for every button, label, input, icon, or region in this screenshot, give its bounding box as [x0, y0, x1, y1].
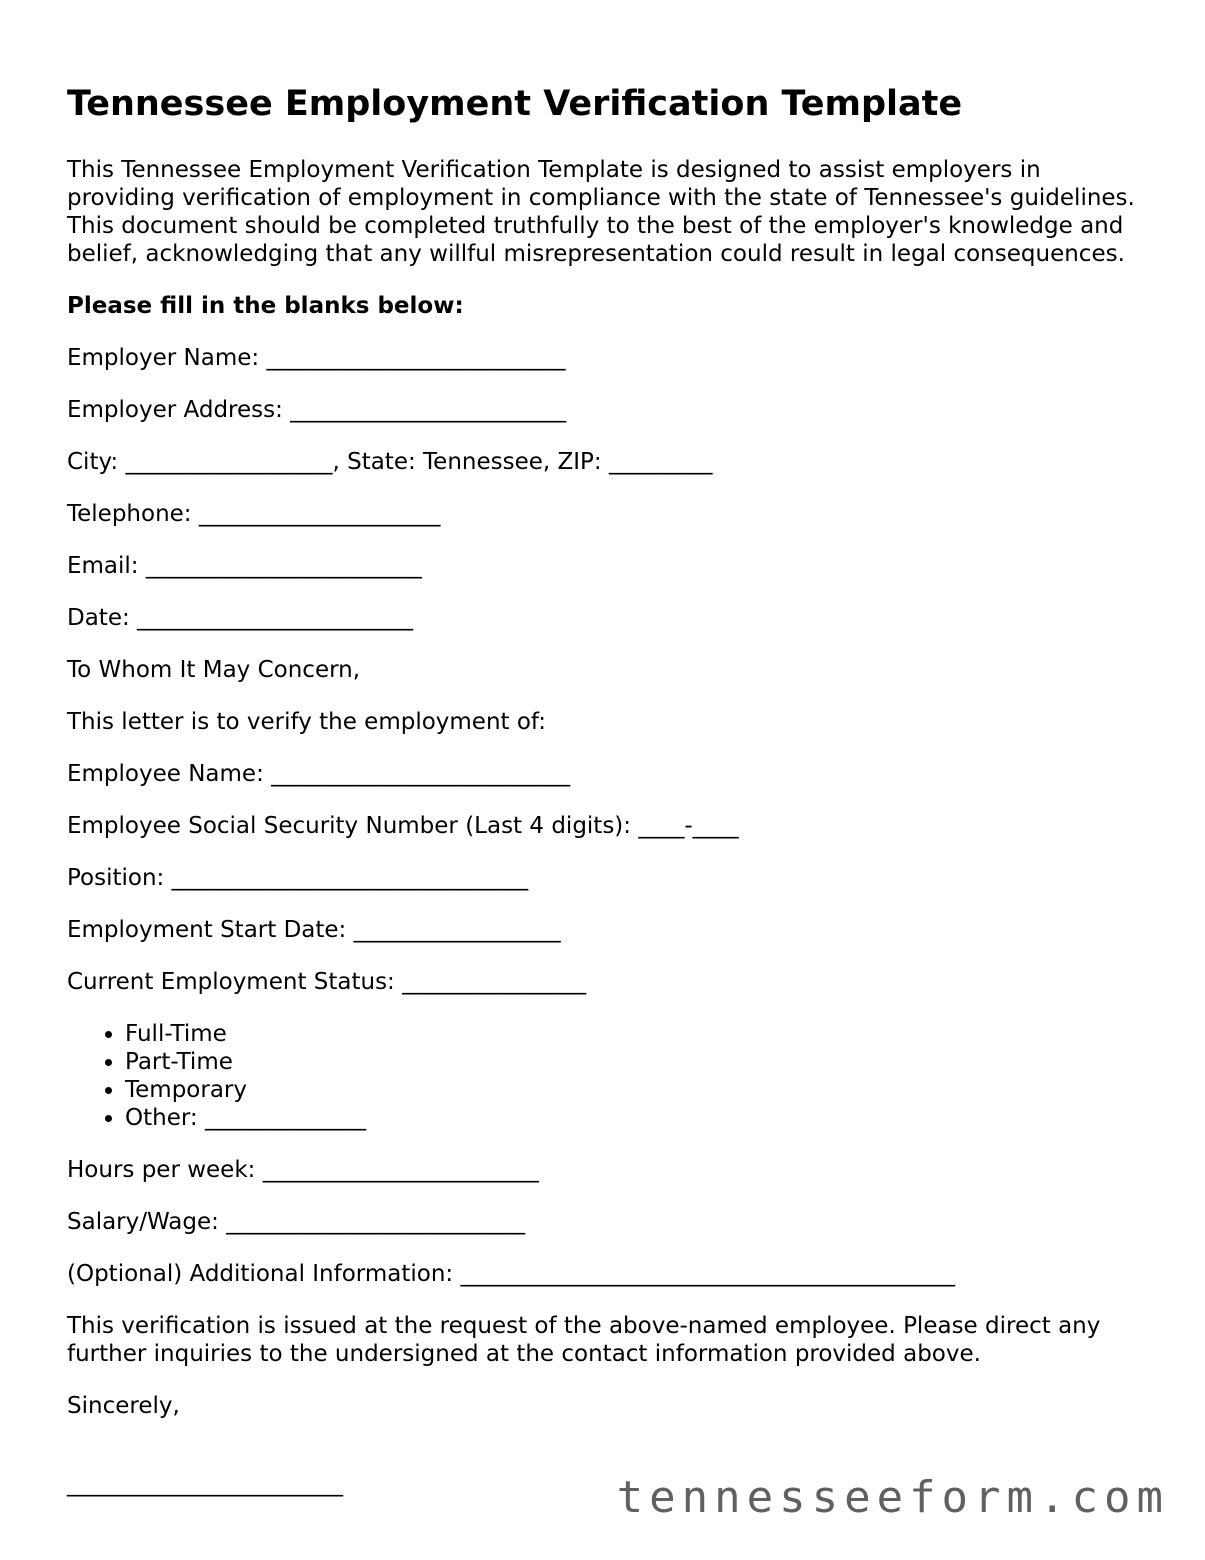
watermark: tennesseeform.com	[616, 1472, 1169, 1523]
city-state-zip-field: City: __________________, State: Tennessee, ZIP: _________	[67, 449, 713, 475]
telephone-field: Telephone: _____________________	[67, 501, 441, 527]
closing-paragraph: This verification is issued at the request of the above-named employee. Please direct any further inquiries to the undersigned at the contact information provided above.	[67, 1313, 1101, 1367]
signature-line: ________________________	[67, 1471, 343, 1497]
instructions-heading: Please fill in the blanks below:	[67, 293, 464, 319]
additional-info-field: (Optional) Additional Information: ___________________________________________	[67, 1261, 955, 1287]
document-page	[67, 78, 1142, 1444]
salutation: To Whom It May Concern,	[67, 657, 361, 683]
salary-wage-field: Salary/Wage: __________________________	[67, 1209, 526, 1235]
employer-name-field: Employer Name: __________________________	[67, 345, 566, 371]
status-option-other: • Other: ______________	[125, 1104, 1142, 1132]
ssn-field: Employee Social Security Number (Last 4 digits): ____-____	[67, 813, 739, 839]
document-title: Tennessee Employment Verification Template	[67, 84, 963, 124]
sign-off: Sincerely,	[67, 1393, 180, 1419]
status-options-list	[67, 1020, 1142, 1132]
employer-address-field: Employer Address: ________________________	[67, 397, 567, 423]
status-option-part-time: • Part-Time	[125, 1048, 1142, 1076]
email-field: Email: ________________________	[67, 553, 422, 579]
hours-per-week-field: Hours per week: ________________________	[67, 1157, 539, 1183]
verify-line: This letter is to verify the employment of:	[67, 709, 546, 735]
date-field: Date: ________________________	[67, 605, 414, 631]
position-field: Position: _______________________________	[67, 865, 529, 891]
intro-paragraph: This Tennessee Employment Verification Template is designed to assist employers in providing verification of employment in compliance with the state of Tennessee's guidelines. This document should be completed truthfully to the best of the employer's knowledge and belief, acknowledging that any willful misrepresentation could result in legal consequences.	[67, 157, 1135, 267]
employee-name-field: Employee Name: __________________________	[67, 761, 571, 787]
status-option-temporary: • Temporary	[125, 1076, 1142, 1104]
status-option-full-time: • Full-Time	[125, 1020, 1142, 1048]
start-date-field: Employment Start Date: __________________	[67, 917, 561, 943]
employment-status-field: Current Employment Status: ________________	[67, 969, 587, 995]
